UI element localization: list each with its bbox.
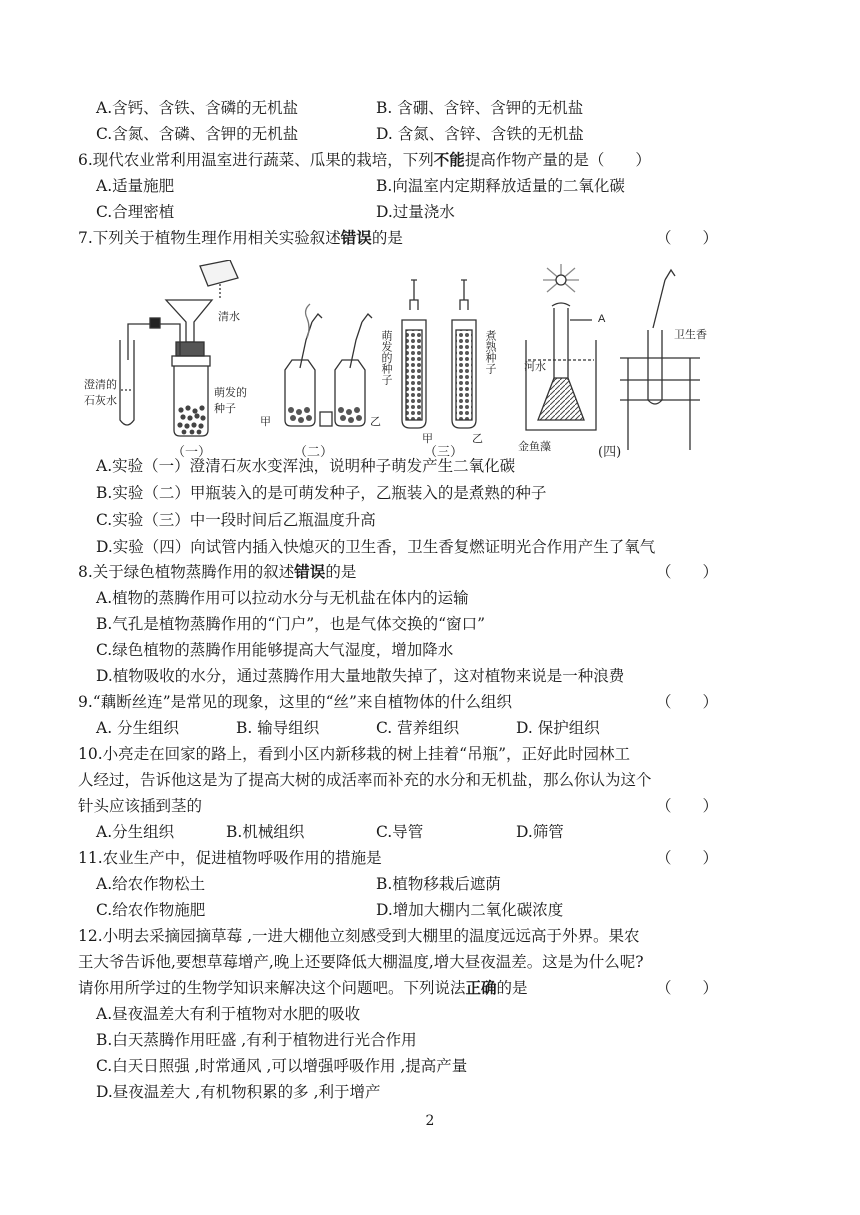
q7-stem-post: 的是 (371, 229, 403, 247)
q6-stem-post: 提高作物产量的是（ ） (464, 151, 651, 169)
q8-option-b: B.气孔是植物蒸腾作用的“门户”，也是气体交换的“窗口” (96, 615, 486, 633)
q10-option-d: D.筛管 (516, 823, 564, 841)
label-jinyuzao: 金鱼藻 (518, 441, 551, 453)
q6-option-d: D.过量浇水 (376, 203, 455, 221)
label-zhushu-vertical: 煮熟种子 (484, 330, 496, 374)
q7-option-d: D.实验（四）向试管内插入快熄灭的卫生香，卫生香复燃证明光合作用产生了氧气 (96, 538, 656, 556)
label-mengfa-2: 种子 (214, 403, 236, 415)
q11-stem: 11.农业生产中，促进植物呼吸作用的措施是 (78, 849, 382, 867)
q10-line3: 针头应该插到茎的 (78, 797, 203, 815)
q8-stem-post: 的是 (325, 563, 357, 581)
label-shihuishui: 石灰水 (84, 395, 117, 407)
caption-1: （一） (172, 445, 212, 460)
q8-stem-pre: 8.关于绿色植物蒸腾作用的叙述 (78, 563, 295, 581)
q8-stem-emph: 错误 (294, 562, 326, 581)
q12-answer-bracket: （ ） (656, 979, 719, 997)
q12-line2: 王大爷告诉他,要想草莓增产,晚上还要降低大棚温度,增大昼夜温差。这是为什么呢? (78, 953, 644, 971)
label-qingshui: 清水 (218, 311, 240, 323)
q8-option-a: A.植物的蒸腾作用可以拉动水分与无机盐在体内的运输 (96, 589, 469, 607)
q12-line3-pre: 请你用所学过的生物学知识来解决这个问题吧。下列说法 (78, 979, 466, 997)
q8-stem (78, 562, 356, 582)
q6-option-a: A.适量施肥 (96, 177, 175, 195)
q8-option-d: D.植物吸收的水分，通过蒸腾作用大量地散失掉了，这对植物来说是一种浪费 (96, 667, 625, 685)
q5-option-d: D. 含氮、含锌、含铁的无机盐 (376, 125, 584, 143)
label-weishengxiang: 卫生香 (674, 329, 707, 341)
q11-option-d: D.增加大棚内二氧化碳浓度 (376, 901, 564, 919)
q9-option-a: A. 分生组织 (96, 719, 180, 737)
q12-option-a: A.昼夜温差大有利于植物对水肥的吸收 (96, 1005, 361, 1023)
q5-option-a: A.含钙、含铁、含磷的无机盐 (96, 99, 299, 117)
q9-option-d: D. 保护组织 (516, 719, 600, 737)
q7-answer-bracket: （ ） (656, 229, 719, 247)
q7-option-c: C.实验（三）中一段时间后乙瓶温度升高 (96, 511, 376, 529)
q10-option-c: C.导管 (376, 823, 424, 841)
q8-answer-bracket: （ ） (656, 563, 719, 581)
label-yi-2: 乙 (370, 416, 381, 428)
label-yi-3: 乙 (472, 433, 483, 445)
q7-stem-pre: 7.下列关于植物生理作用相关实验叙述 (78, 229, 341, 247)
q8-option-c: C.绿色植物的蒸腾作用能够提高大气湿度，增加降水 (96, 641, 454, 659)
q10-line1: 10.小亮走在回家的路上，看到小区内新移栽的树上挂着“吊瓶”，正好此时园林工 (78, 745, 631, 763)
caption-4: (四) (598, 445, 622, 460)
q10-option-b: B.机械组织 (226, 823, 305, 841)
q5-option-b: B. 含硼、含锌、含钾的无机盐 (376, 99, 584, 117)
q6-stem (78, 150, 651, 170)
q12-line1: 12.小明去采摘园摘草莓 ,一进大棚他立刻感受到大棚里的温度远远高于外界。果农 (78, 927, 640, 945)
q12-line3-post: 的是 (496, 979, 528, 997)
page-number: 2 (425, 1113, 435, 1129)
q7-stem-emph: 错误 (340, 228, 372, 247)
q7-option-b: B.实验（二）甲瓶装入的是可萌发种子，乙瓶装入的是煮熟的种子 (96, 484, 547, 502)
q11-answer-bracket: （ ） (656, 849, 719, 867)
label-jia-3: 甲 (422, 433, 433, 445)
q9-option-c: C. 营养组织 (376, 719, 460, 737)
label-a: A (598, 313, 606, 325)
label-heshui: 河水 (524, 361, 546, 373)
q12-option-b: B.白天蒸腾作用旺盛 ,有利于植物进行光合作用 (96, 1031, 417, 1049)
q6-option-b: B.向温室内定期释放适量的二氧化碳 (376, 177, 625, 195)
q9-stem: 9.“藕断丝连”是常见的现象，这里的“丝”来自植物体的什么组织 (78, 693, 512, 711)
q6-option-c: C.合理密植 (96, 203, 175, 221)
caption-2: （二） (294, 445, 334, 460)
q12-option-c: C.白天日照强 ,时常通风 ,可以增强呼吸作用 ,提高产量 (96, 1057, 468, 1075)
q9-option-b: B. 输导组织 (236, 719, 320, 737)
q5-option-c: C.含氮、含磷、含钾的无机盐 (96, 125, 299, 143)
q10-line2: 人经过，告诉他这是为了提高大树的成活率而补充的水分和无机盐，那么你认为这个 (78, 771, 652, 789)
q9-answer-bracket: （ ） (656, 693, 719, 711)
q12-line3-emph: 正确 (465, 978, 497, 997)
q12-line3 (78, 978, 528, 998)
caption-3: （三） (424, 445, 464, 460)
label-jia-2: 甲 (260, 416, 271, 428)
q6-stem-emph: 不能 (433, 150, 465, 169)
q7-option-a: A.实验（一）澄清石灰水变浑浊，说明种子萌发产生二氧化碳 (96, 457, 516, 475)
label-mengfa-vertical: 萌发的种子 (380, 330, 392, 385)
q11-option-b: B.植物移栽后遮荫 (376, 875, 501, 893)
q11-option-a: A.给农作物松土 (96, 875, 206, 893)
label-mengfa-1: 萌发的 (214, 387, 247, 399)
q10-answer-bracket: （ ） (656, 797, 719, 815)
label-chengqing: 澄清的 (84, 379, 117, 391)
q11-option-c: C.给农作物施肥 (96, 901, 206, 919)
q12-option-d: D.昼夜温差大 ,有机物积累的多 ,利于增产 (96, 1083, 381, 1101)
q10-option-a: A.分生组织 (96, 823, 175, 841)
q7-stem (78, 228, 403, 248)
q6-stem-pre: 6.现代农业常利用温室进行蔬菜、瓜果的栽培，下列 (78, 151, 434, 169)
q7-experiment-figure (80, 260, 730, 460)
